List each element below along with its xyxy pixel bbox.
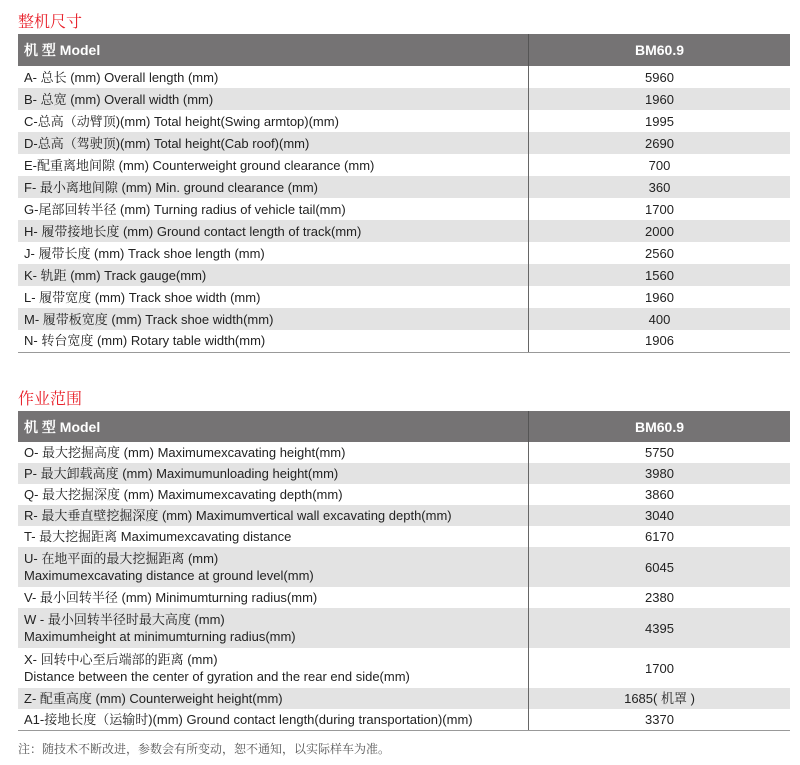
row-label <box>18 648 529 688</box>
row-value: 1700 <box>529 198 791 220</box>
row-label-text: T- 最大挖掘距离 Maximumexcavating distance <box>24 529 292 544</box>
row-value: 2690 <box>529 132 791 154</box>
header-model: BM60.9 <box>529 411 791 442</box>
row-label <box>18 286 529 308</box>
row-value: 5960 <box>529 66 791 88</box>
row-label-text: U- 在地平面的最大挖掘距离 (mm) <box>24 551 219 566</box>
table-row <box>18 88 790 110</box>
row-label-text-en: Maximumexcavating distance at ground level(mm) <box>24 568 314 583</box>
row-value: 2000 <box>529 220 791 242</box>
row-value: 2380 <box>529 587 791 608</box>
row-label <box>18 110 529 132</box>
table-row <box>18 547 790 587</box>
row-label-text: V- 最小回转半径 (mm) Minimumturning radius(mm) <box>24 590 318 605</box>
table-row <box>18 688 790 709</box>
table-row <box>18 264 790 286</box>
table-row <box>18 608 790 648</box>
table-row <box>18 198 790 220</box>
table-row <box>18 110 790 132</box>
row-label-text: X- 回转中心至后端部的距离 (mm) <box>24 652 218 667</box>
section-title-working-range: 作业范围 <box>18 391 83 408</box>
row-value: 3040 <box>529 505 791 526</box>
row-label-text: P- 最大卸载高度 (mm) Maximumunloading height(mm) <box>24 466 339 481</box>
row-label-text-en: Distance between the center of gyration and the rear end side(mm) <box>24 669 410 684</box>
row-label-text: W - 最小回转半径时最大高度 (mm) <box>24 612 225 627</box>
table-row <box>18 66 790 88</box>
row-label-text: E-配重离地间隙 (mm) Counterweight ground clearance (mm) <box>24 157 375 173</box>
table-row <box>18 709 790 730</box>
row-label-text: K- 轨距 (mm) Track gauge(mm) <box>24 267 207 283</box>
table-row <box>18 526 790 547</box>
table-row <box>18 220 790 242</box>
header-model: BM60.9 <box>529 34 791 66</box>
table-row <box>18 154 790 176</box>
table-row <box>18 587 790 608</box>
row-label-text: Z- 配重高度 (mm) Counterweight height(mm) <box>24 691 283 706</box>
row-value: 400 <box>529 308 791 330</box>
table-row <box>18 505 790 526</box>
table-row <box>18 286 790 308</box>
row-value: 3370 <box>529 709 791 730</box>
row-label-text: G-尾部回转半径 (mm) Turning radius of vehicle tail(mm) <box>24 201 346 217</box>
row-value: 1560 <box>529 264 791 286</box>
row-value: 700 <box>529 154 791 176</box>
row-label-text: D-总高（驾驶顶)(mm) Total height(Cab roof)(mm) <box>24 135 310 151</box>
row-label-text: F- 最小离地间隙 (mm) Min. ground clearance (mm) <box>24 179 318 195</box>
table-row <box>18 648 790 688</box>
row-value: 4395 <box>529 608 791 648</box>
row-value: 1995 <box>529 110 791 132</box>
table-row <box>18 176 790 198</box>
row-value: 1700 <box>529 648 791 688</box>
row-label <box>18 505 529 526</box>
table-row <box>18 442 790 463</box>
row-label <box>18 688 529 709</box>
row-label <box>18 154 529 176</box>
row-label-text: L- 履带宽度 (mm) Track shoe width (mm) <box>24 289 261 305</box>
row-value: 3860 <box>529 484 791 505</box>
row-label <box>18 587 529 608</box>
row-label <box>18 198 529 220</box>
row-label <box>18 608 529 648</box>
row-label-text: A1-接地长度（运输时)(mm) Ground contact length(during transportation)(mm) <box>24 711 473 727</box>
row-label <box>18 442 529 463</box>
row-label <box>18 264 529 286</box>
row-label <box>18 709 529 730</box>
row-label-text-en: Maximumheight at minimumturning radius(mm) <box>24 629 296 644</box>
row-label-text: O- 最大挖掘高度 (mm) Maximumexcavating height(mm) <box>24 445 346 460</box>
working-range-table <box>18 411 790 731</box>
row-label <box>18 308 529 330</box>
header-label: 机 型 Model <box>18 34 529 66</box>
row-label-text: C-总高（动臂顶)(mm) Total height(Swing armtop)(mm) <box>24 113 339 129</box>
section-title-dimensions: 整机尺寸 <box>18 14 83 31</box>
footnote: 注：随技术不断改进，参数会有所变动，恕不通知，以实际样车为准。 <box>18 742 391 756</box>
header-label: 机 型 Model <box>18 411 529 442</box>
table-row <box>18 132 790 154</box>
row-label <box>18 484 529 505</box>
row-value: 3980 <box>529 463 791 484</box>
table-row <box>18 330 790 352</box>
row-label-text: N- 转台宽度 (mm) Rotary table width(mm) <box>24 333 266 349</box>
row-label <box>18 66 529 88</box>
row-label-text: Q- 最大挖掘深度 (mm) Maximumexcavating depth(mm) <box>24 487 343 502</box>
row-value: 1960 <box>529 88 791 110</box>
row-value: 360 <box>529 176 791 198</box>
row-label-text: A- 总长 (mm) Overall length (mm) <box>24 69 219 85</box>
row-value: 6170 <box>529 526 791 547</box>
table-row <box>18 463 790 484</box>
row-value: 5750 <box>529 442 791 463</box>
row-value: 1960 <box>529 286 791 308</box>
row-label <box>18 220 529 242</box>
row-label <box>18 176 529 198</box>
row-label-text: H- 履带接地长度 (mm) Ground contact length of track(mm) <box>24 223 362 239</box>
row-label <box>18 88 529 110</box>
table-row <box>18 484 790 505</box>
row-label-text: M- 履带板宽度 (mm) Track shoe width(mm) <box>24 311 274 327</box>
row-label-text: R- 最大垂直壁挖掘深度 (mm) Maximumvertical wall excavating depth(mm) <box>24 508 452 523</box>
dimensions-table <box>18 34 790 353</box>
row-label <box>18 132 529 154</box>
row-value: 2560 <box>529 242 791 264</box>
row-value: 6045 <box>529 547 791 587</box>
row-label <box>18 526 529 547</box>
row-label-text: B- 总宽 (mm) Overall width (mm) <box>24 91 214 107</box>
row-label <box>18 330 529 352</box>
table-row <box>18 308 790 330</box>
row-label <box>18 242 529 264</box>
row-label <box>18 463 529 484</box>
row-label-text: J- 履带长度 (mm) Track shoe length (mm) <box>24 245 265 261</box>
table-row <box>18 242 790 264</box>
row-value: 1685( 机罩 ) <box>529 688 791 709</box>
row-value: 1906 <box>529 330 791 352</box>
row-label <box>18 547 529 587</box>
